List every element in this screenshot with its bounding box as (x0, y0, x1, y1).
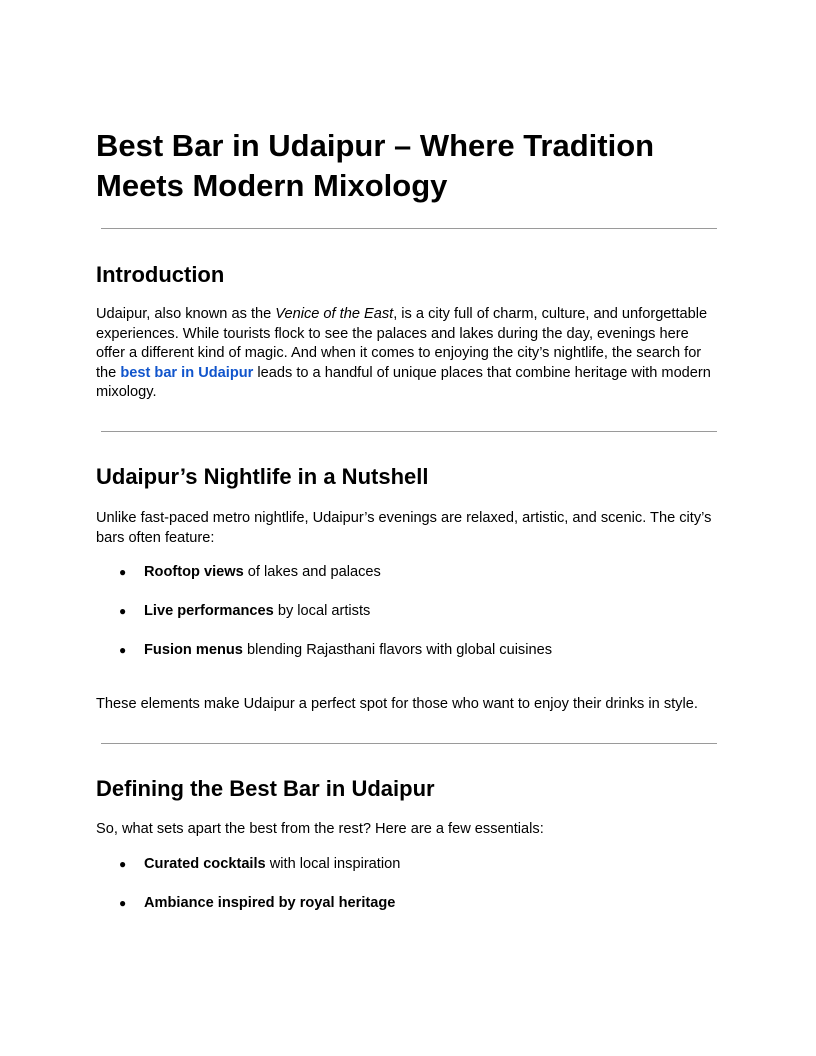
nightlife-closing-paragraph: These elements make Udaipur a perfect spot for those who want to enjoy their drinks in style. (96, 696, 698, 712)
bullet-icon: ● (119, 643, 127, 657)
section-heading-nightlife: Udaipur’s Nightlife in a Nutshell (96, 464, 429, 489)
bullet-icon: ● (119, 604, 127, 618)
best-bar-link[interactable]: best bar in Udaipur (120, 364, 254, 381)
list-item-text: blending Rajasthani flavors with global cuisines (242, 642, 552, 658)
list-item-text: by local artists (273, 603, 371, 619)
intro-italic-phrase: Venice of the East (275, 306, 394, 322)
list-item (96, 894, 720, 913)
list-item-bold: Rooftop views (144, 564, 244, 580)
list-item-bold: Ambiance inspired by royal heritage (144, 895, 396, 911)
list-item-text: of lakes and palaces (243, 564, 381, 580)
bullet-icon: ● (119, 896, 127, 910)
nightlife-feature-list (96, 563, 720, 660)
bullet-icon: ● (119, 857, 127, 871)
nightlife-paragraph: Unlike fast-paced metro nightlife, Udaipur’s evenings are relaxed, artistic, and scenic. The city’s bars often feature: (96, 510, 712, 546)
horizontal-rule (101, 228, 717, 229)
section-heading-introduction: Introduction (96, 262, 225, 287)
list-item-bold: Fusion menus (144, 642, 243, 658)
list-item (96, 602, 720, 621)
bullet-icon: ● (119, 565, 127, 579)
intro-text-3: leads to a handful of unique places that combine heritage with modern mixology. (96, 364, 711, 401)
section-heading-defining: Defining the Best Bar in Udaipur (96, 776, 435, 801)
list-item-bold: Live performances (144, 603, 274, 619)
document-title: Best Bar in Udaipur – Where Tradition Meets Modern Mixology (96, 128, 655, 203)
intro-paragraph (96, 305, 720, 403)
intro-text-1: Udaipur, also known as the (96, 306, 276, 322)
defining-paragraph: So, what sets apart the best from the rest? Here are a few essentials: (96, 821, 544, 837)
list-item-text: with local inspiration (265, 856, 401, 872)
horizontal-rule (101, 431, 717, 432)
list-item (96, 855, 720, 874)
list-item (96, 641, 720, 660)
intro-text-2: , is a city full of charm, culture, and unforgettable experiences. While tourists flock to see the palaces and lakes during the day, evenings here offer a different kind of magic. And when it comes to enjoying the city’s nightlife, the search for the (96, 306, 708, 381)
list-item-bold: Curated cocktails (144, 856, 266, 872)
horizontal-rule (101, 743, 717, 744)
defining-essentials-list (96, 855, 720, 913)
list-item (96, 563, 720, 582)
